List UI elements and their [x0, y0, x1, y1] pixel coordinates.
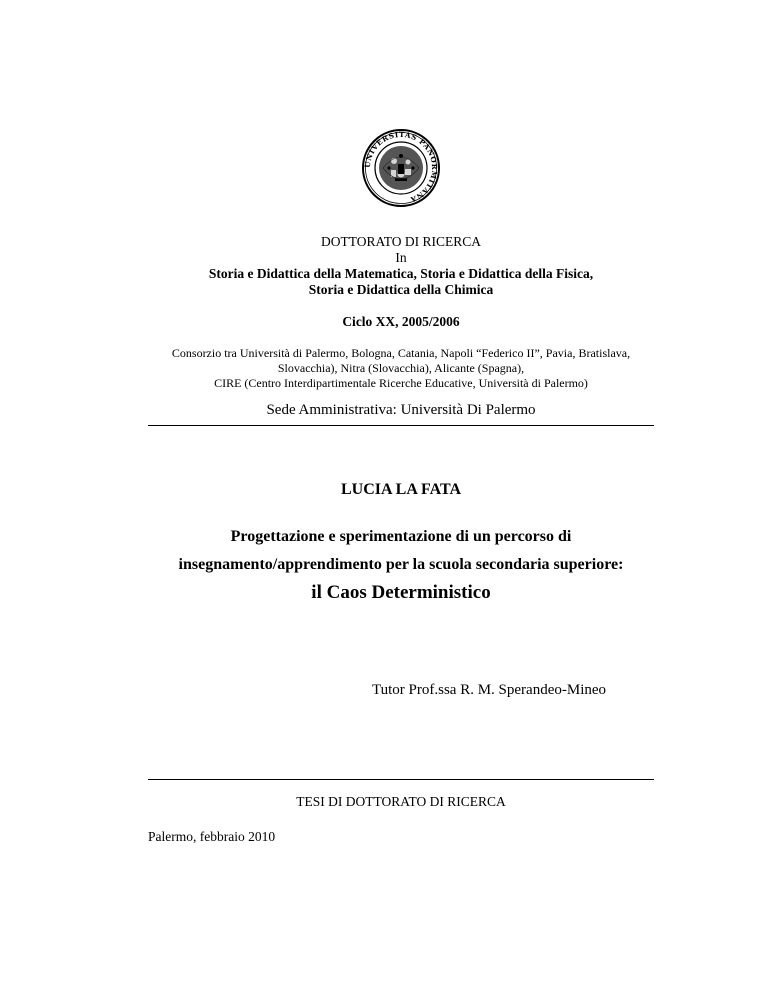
- university-seal-icon: [361, 128, 441, 208]
- tutor: Tutor Prof.ssa R. M. Sperandeo-Mineo: [372, 682, 607, 698]
- seal-ring-text: UNIVERSITAS PANORMITANA: [362, 129, 440, 205]
- program-in: In: [395, 250, 407, 265]
- program-header: DOTTORATO DI RICERCA: [320, 234, 481, 249]
- consortium-line-3: CIRE (Centro Interdipartimentale Ricerche Educative, Università di Palermo): [214, 376, 588, 390]
- admin-seat: Sede Amministrativa: Università Di Palermo: [266, 402, 536, 418]
- thesis-type-label: TESI DI DOTTORATO DI RICERCA: [296, 794, 506, 809]
- consortium-line-1: Consorzio tra Università di Palermo, Bologna, Catania, Napoli “Federico II”, Pavia, Bratislava,: [171, 346, 631, 360]
- program-cycle: Ciclo XX, 2005/2006: [342, 314, 460, 329]
- divider-bottom: [148, 779, 654, 780]
- program-title-line-2: Storia e Didattica della Chimica: [308, 282, 494, 297]
- consortium-line-2: Slovacchia), Nitra (Slovacchia), Alicante (Spagna),: [277, 361, 525, 375]
- program-title-line-1: Storia e Didattica della Matematica, Storia e Didattica della Fisica,: [208, 266, 594, 281]
- place-date: Palermo, febbraio 2010: [148, 829, 276, 844]
- thesis-title-line-2: insegnamento/apprendimento per la scuola secondaria superiore:: [178, 556, 624, 573]
- thesis-title-line-3: il Caos Deterministico: [311, 582, 491, 603]
- divider-top: [148, 425, 654, 426]
- author-name: LUCIA LA FATA: [340, 481, 461, 498]
- thesis-title-line-1: Progettazione e sperimentazione di un percorso di: [230, 528, 572, 545]
